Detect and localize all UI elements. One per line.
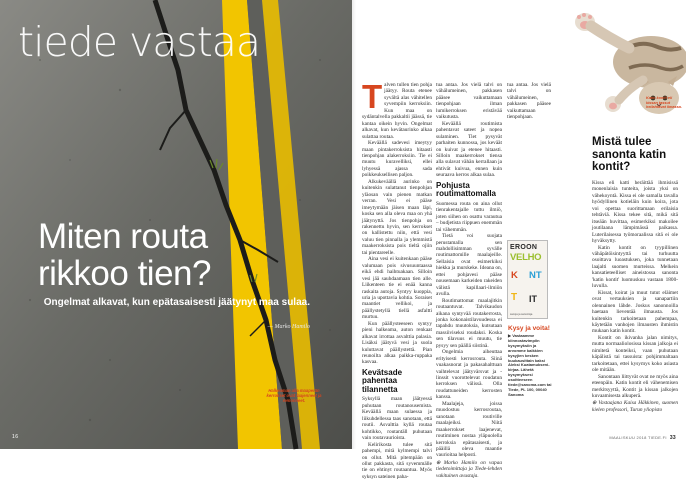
article-byline: — Marko Hamilo bbox=[267, 324, 310, 330]
article-paragraph: Alkukeväällä aurinko on kuitenkin sulattanut tienpohjan yläosan vain pienen matkan verran. Vesi ei pääse imeytymään jäisen maan läpi, koska sen alla oleva maa on yhä jäätynyttä. Jos tienpohja on rakennettu hyvin, sen kerrokset on kallistettu niin, että vesi valuu tien pinnalla ja ylemmistä maakerroksista pois tieltä ojiin tai pientareelle. bbox=[362, 178, 432, 256]
headline-line-1: Miten routa bbox=[38, 217, 208, 256]
headline-line-2: rikkoo tien? bbox=[38, 254, 211, 293]
article-paragraph: Syksyllä maan jäätyessä puhutaan routanousemista. Keväällä maan sulaessa ja liikuhdellessa taas sanotaan, että routii. Asvalttia kyllä routaa kohtikko, routantäll puhutaan vain routavaurioista. bbox=[362, 396, 432, 442]
article-subheading: Kevätsade pahentaa tilannetta bbox=[362, 367, 403, 394]
sidebar-column bbox=[592, 180, 678, 436]
book-title-line: VELHO bbox=[510, 252, 542, 263]
article-paragraph: Kun päällysteeseen syntyy pieni halkeama, auton renkaat alkavat irrottaa asvalttia palasia. Lisäksi jäätyvä vesi ja suola kuluttavat päällystettä. Pian reunoilta alkaa paikka-ruppaka kasvaa. bbox=[362, 320, 432, 366]
article-deck: Ongelmat alkavat, kun epätasaisesti jäätynyt maa sulaa. bbox=[43, 297, 310, 308]
sidebar-title: Mistä tulee sanonta katin kontit? bbox=[592, 136, 667, 173]
book-title-line: T bbox=[511, 292, 518, 303]
book-subtitle: sanoja ja sanontoja bbox=[510, 313, 533, 316]
article-paragraph: Routimattomat maalajitkin routaantuvat. Talvikaudon aikana syntyvää routakerrosta, jonka kokonaistilavuudessa ei tapahdu muutoksia, kutsutaan massiiviseksi roudaksi. Koska sen tilavuus ei muutu, tie pysyy sen päällä siistinä. bbox=[436, 297, 502, 349]
article-paragraph: Keväällä sadevesi imeytyy maan pintakerroksista hitaasti tienpohjan alakerroksiin. Tie ei muutu kuravelliksi, ellei lyhyessä ajassa sada poikkeuksellisen paljon. bbox=[362, 140, 432, 179]
book-title-line: EROON bbox=[510, 244, 538, 251]
photo-caption: Halkeaman alla maaperän kerrokset ovat laajenneet ja remonneet. bbox=[266, 388, 322, 403]
sidebar-paragraph: Kontit on ikivanha jalan nimitys, mutta normaaliolosissa kissan jalkoja ei nimitetä konteiksi, vaan puhutaan käpälistä tai tassuista: pohjimmaltaan tarkoitetaan, ettei kysymys koko asiasta ole mitään. bbox=[592, 334, 678, 374]
cat-photo bbox=[555, 0, 686, 135]
page-number-left: 16 bbox=[12, 434, 19, 440]
article-paragraph: Keväällä routimista pahentavat sateet ja nopea sulaminen. Tiet pysyvät parhaiten kunnossa, jos keväät on kuivat ja etenee hitaasti. Silloin maakerrokset tiensa alla sulavat vähän kerrallaan ja ehtivät kuivua, ennen kuin seuraava kerros alkaa sulaa. bbox=[436, 120, 502, 179]
book-title-line: K bbox=[511, 270, 518, 281]
book-title-line: IT bbox=[529, 294, 537, 304]
ask-box-text: ▶ Vastaamme kiinnostavimpiin kysymyksiin ja arvomme kaikkien kysyjien kesken kuukausittain kaksi Aleksi Kuatamukseni-kirjaa. Lähetä kysymyksesi osoitteeseen tiede@sanoma.com tai Tiede, PL 100, 00040 Sanoma bbox=[508, 333, 552, 397]
article-paragraph: Aina vesi ei kuitenkaan pääse valumaan pois sivusuuntaassa eikä ehdi haihtuakaan. Silloin vesi jää sauhdaamaan tien alle. Liikenteen tie ei enää kanna raskaita autoja. Syntyy kuoppia, uria ja upottavia kohtia. Soraiset maantiet vellikoi, ja päällystetyllä tiellä asfaltti murtuu. bbox=[362, 256, 432, 321]
page-number-right: 33 bbox=[669, 435, 676, 441]
article-paragraph: Ongelmia aiheuttaa erityisesti kerrosrouta. Siinä vuakasnorat ja pakasahalttuan vaihtelevat jäätyvärsvat ja -linssit vuorottelevat roudatun kerroksen välissä. Olla roudattuneiden kerrosten kanssa. bbox=[436, 349, 502, 401]
article-subheading: Pohjusta routimattomalla bbox=[436, 180, 497, 199]
footer-issue: MAALISKUU 2018 TIEDE.FI bbox=[609, 435, 667, 440]
page-footer bbox=[609, 435, 676, 441]
article-paragraph: Maalajeja, joissa muodostuu kerrosroutaa, sanotaan routiville maalajeiksi. Niitä maakerrokset laajenevat, routiminen nostaa yläpuolella kerroksia epätasaisesti, ja pääillä oleva maantie vaurioitaa helposti. bbox=[436, 400, 502, 459]
article-headline bbox=[38, 218, 288, 292]
cat-photo-caption: Katin kontit eli kissan tassut heilahtavat ilmassa. bbox=[646, 96, 682, 110]
ask-and-win-box bbox=[508, 325, 554, 398]
article-paragraph: Suomessa routa on aina ollut tienrakentajalle tuttu ilmiö, joten siihen on osattu varautua – budjetista riippuen enemmän tai vähemmän. bbox=[436, 200, 502, 233]
sidebar-paragraph: Sanontaan liittyvät ovat ne myös aina eteenpäin. Katin kontit eli vähenemisen merkitsyyttä, Kontit ja kissan jalkojen kuvaamisesta alkuperä. bbox=[592, 373, 678, 399]
book-title-line: NT bbox=[529, 270, 542, 281]
author-signature: ⊕ Marko Hamilo on vapaa tiedetoimittaja ja Tiede-lehden vakituinen avustaja. bbox=[436, 459, 502, 479]
article-paragraph: Tietä voi suojata perustamalla sen mahdollisimman syvälle routimattomille maalajeille. Sellaisia ovat esimerkiksi hiekka ja murskeke. Ideana on, ettei pohjavesi pääse nousemaan karkeiden rakeiden välistä kapillaari-ilmiön avulla. bbox=[436, 233, 502, 298]
ask-box-title: Kysy ja voita! bbox=[508, 325, 550, 332]
cover-photo-page bbox=[0, 0, 352, 449]
book-cover bbox=[507, 240, 548, 319]
article-paragraph: tua antaa. Jos vielä talvi on vähälumeinen, pakkasen pääsee vaikuttamaan tienpohjaan. bbox=[507, 82, 551, 121]
section-kicker: tiede vastaa bbox=[18, 18, 261, 66]
drop-cap: T bbox=[362, 78, 383, 115]
article-column-3 bbox=[507, 82, 551, 234]
sidebar-signature: ⊕ Vastaajana Kaisa Häkkinen, suomen kielen professori, Turun yliopisto bbox=[592, 400, 678, 413]
page-gutter bbox=[352, 0, 356, 449]
article-column-2 bbox=[436, 82, 502, 479]
sidebar-paragraph: Katin kontit on tyypillinen vähäpätöisintyyttä tai turhuutta osoittava luoastuksen, joka tunnetaan laajalti suomen murteissa. Melkein kansatieteelliset aineistossa sanonta 'katin kontit' luomuskuu vastaan 1800-luvulla. bbox=[592, 244, 678, 290]
article-paragraph: Talven tullen tien pohja jäätyy. Routa etenee syvältä alas vähitellen syvempiin kerroksiin. Kun maa on sydäntalvella pakkaltii jäässä, tie kantaa oikein hyvin. Ongelmat alkavat, kun kevätaurinko alkaa sulattaa routaa. bbox=[362, 78, 432, 140]
article-paragraph: tua antaa. Jos vielä talvi on vähälumeinen, pakkasen pääsee vaikuttamaan tienpohjaan ilman lumikerroksen eristävää vaikutusta. bbox=[436, 82, 502, 121]
sidebar-paragraph: Kissat, koirat ja muut tutut eläimet ovat vertauksien ja sanapartiin olennainen lähde. Joskus sanonnoilla haetaan lieventää ilmausta. Jos kuitenkin tarkoitetaan pahempaa, käytetään vanhojen ilmausten ihmistin mukaan katin kontit. bbox=[592, 289, 678, 335]
article-column-1 bbox=[362, 78, 432, 480]
article-paragraph: Kelirikosta tulee sitä pahempi, mitä kylmempi talvi on ollut. Mitä pitempään on ollut pakkasta, sitä syvemmälle tie on ehtinyt routaantua. Myös syksyn sateinen paha- bbox=[362, 441, 432, 480]
sidebar-paragraph: Kissa eli katti heräittää ihmisissä monenlaisia tunteita, joista yksi on vähekoyntä. Kissa ei ole samalla tavalla hyödyllinen kotieläin kuin koira, jota voi opettaa suorittamaan erilaisia tehtäviä. Kissa tekee sitä, mikä sitä itseään huvittaa, esimerkiksi makoilee joutilaana lämpimässä paikassa. Luterilaisessa työmoraalissa sitä ei ole hyväksytty. bbox=[592, 180, 678, 245]
